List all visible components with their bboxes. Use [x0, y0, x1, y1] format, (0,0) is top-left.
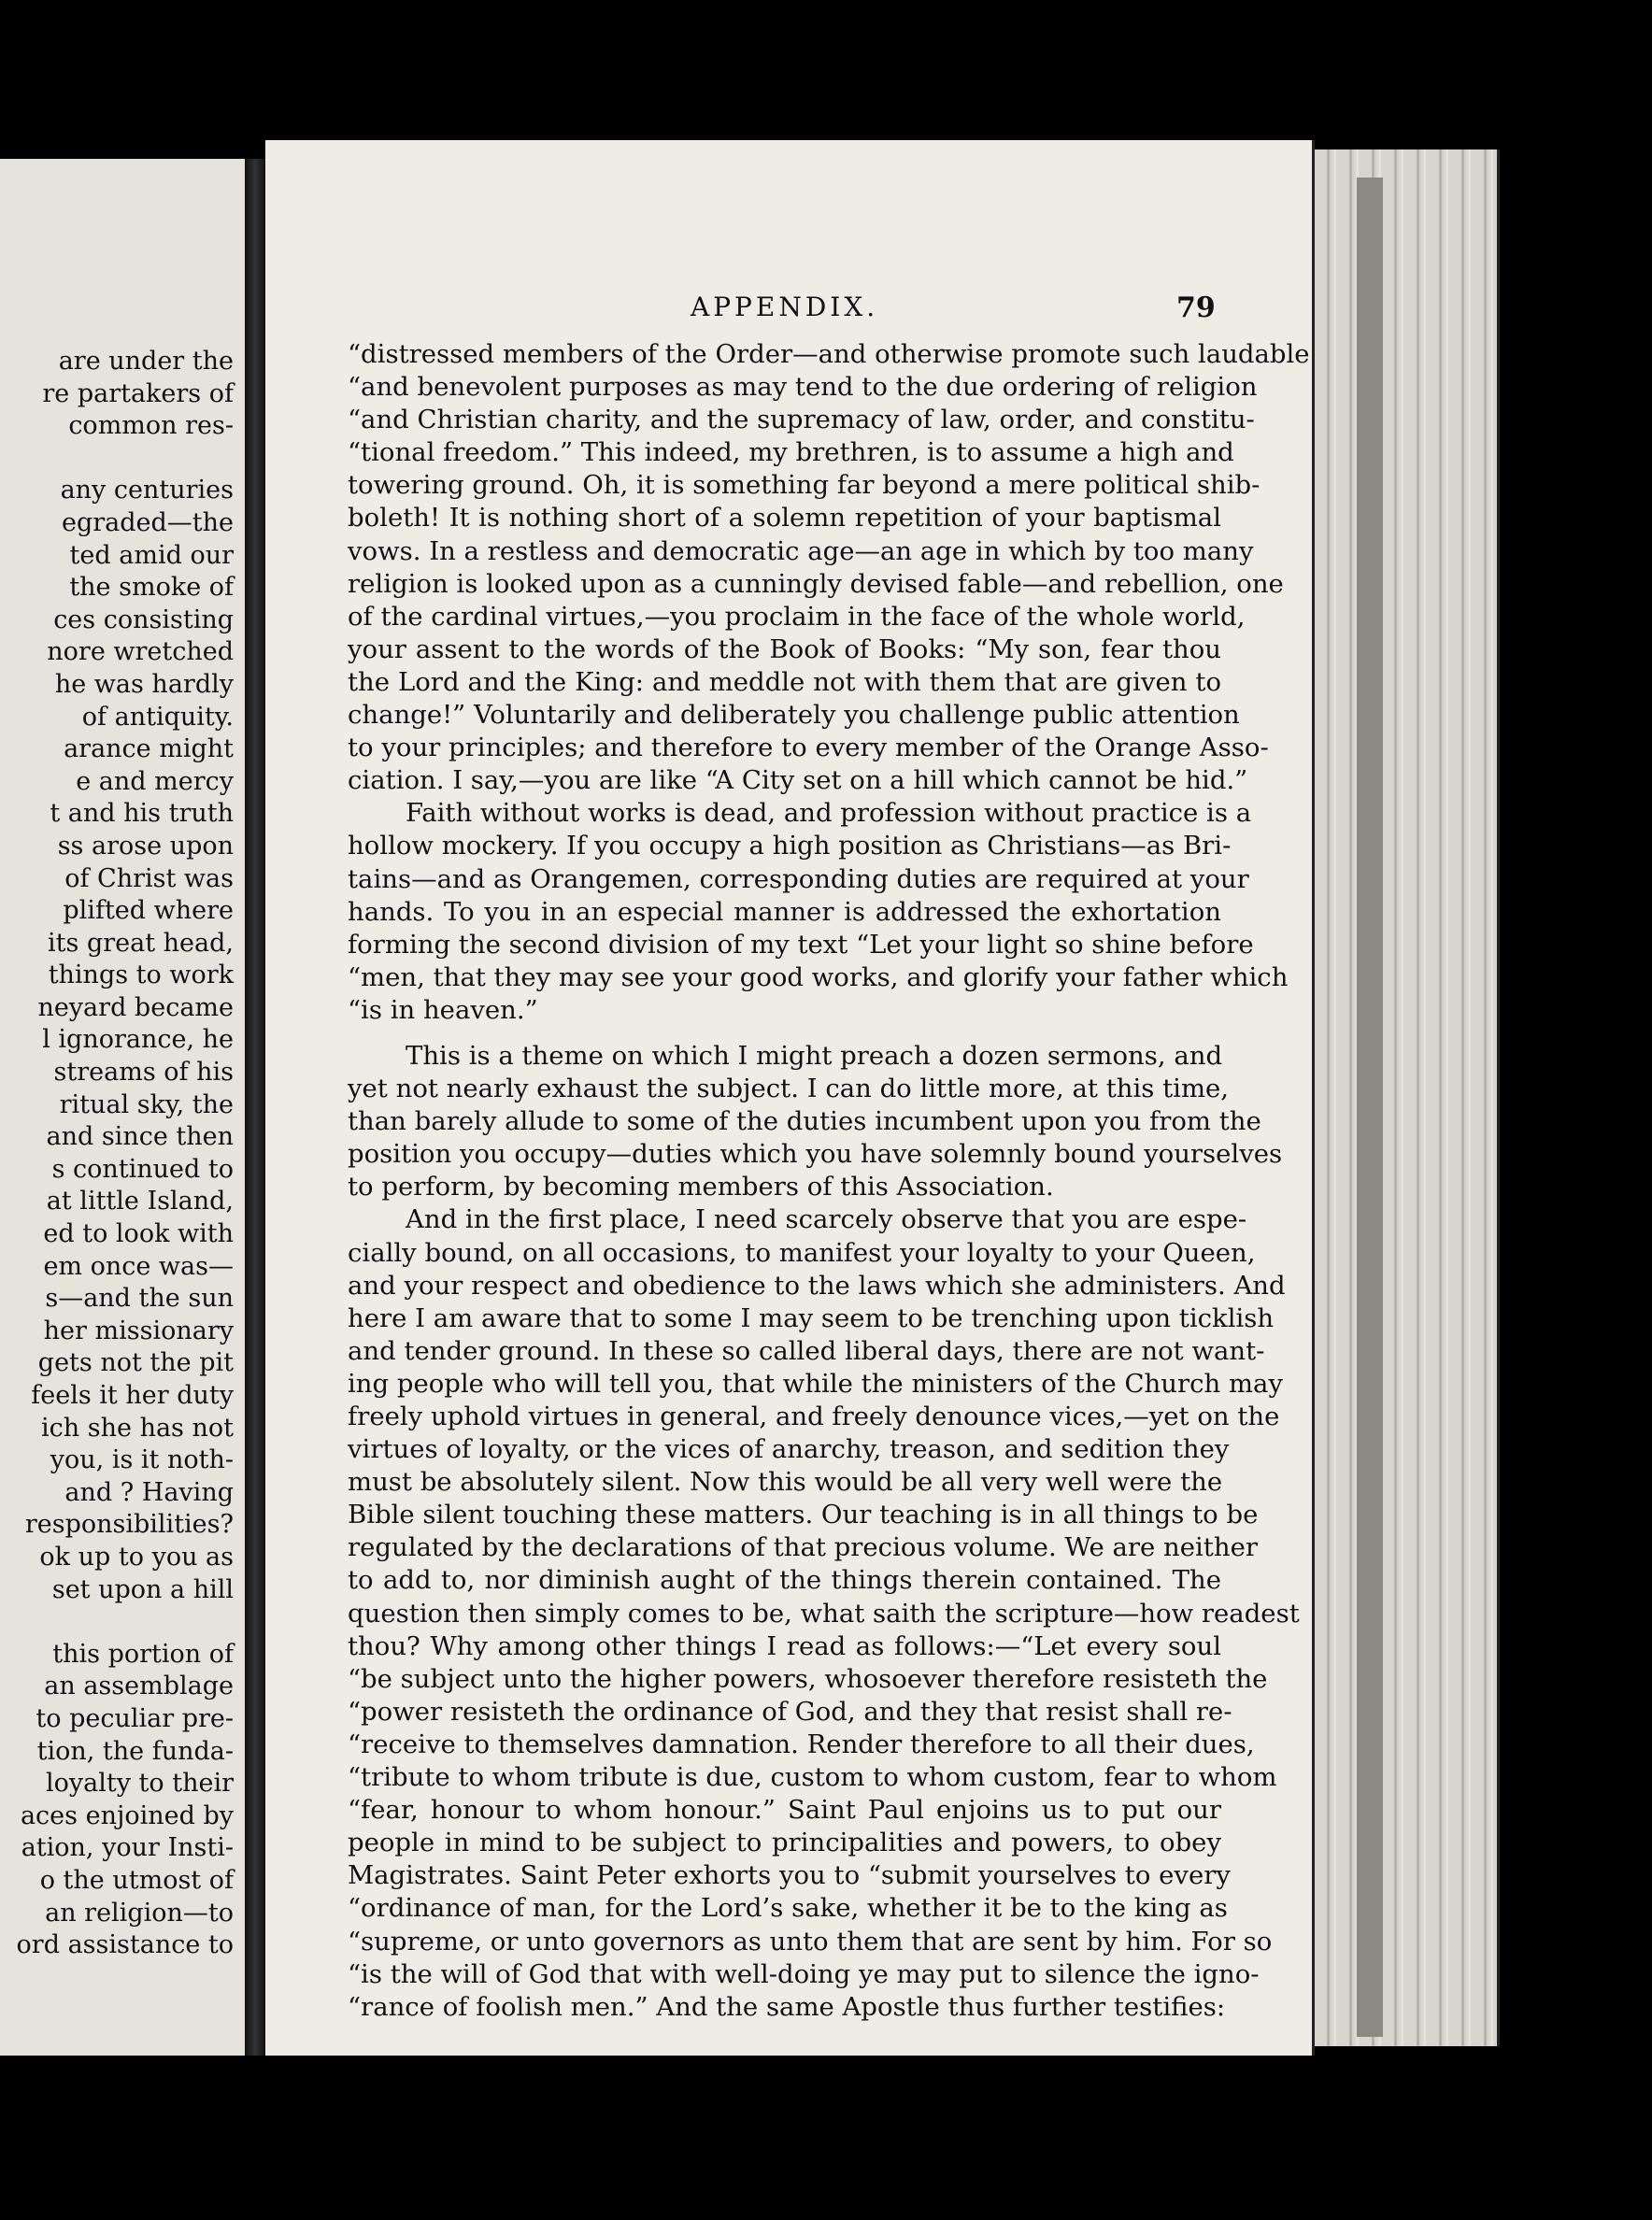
text-line: position you occupy—duties which you have solemnly bound yourselves: [348, 1139, 1283, 1170]
text-line: “rance of foolish men.” And the same Apostle thus further testifies:: [348, 1991, 1226, 2022]
text-line: the Lord and the King: and meddle not with them that are given to: [348, 666, 1221, 697]
text-line: virtues of loyalty, or the vices of anarchy, treason, and sedition they: [348, 1434, 1230, 1465]
text-line: “receive to themselves damnation. Render therefore to all their dues,: [348, 1729, 1255, 1759]
left-page-line: [5, 443, 234, 476]
book-spine: [245, 159, 265, 2056]
text-line: cially bound, on all occasions, to manifest your loyalty to your Queen,: [348, 1237, 1256, 1268]
left-page-line: egraded—the: [61, 507, 234, 537]
text-line: here I am aware that to some I may seem to be trenching upon ticklish: [348, 1302, 1275, 1333]
left-page-line: at little Island,: [46, 1187, 234, 1217]
left-page-line: things to work: [48, 961, 234, 990]
left-page-line: to peculiar pre-: [36, 1703, 234, 1733]
left-page-line: its great head,: [48, 928, 234, 958]
text-line: “and Christian charity, and the supremacy of law, order, and constitu-: [348, 405, 1255, 435]
left-page-line: t and his truth: [50, 799, 234, 829]
left-page-line: any centuries: [60, 476, 234, 505]
text-line: Faith without works is dead, and profession without practice is a: [406, 798, 1252, 829]
paragraph-gap: [348, 1027, 1221, 1040]
left-page-line: loyalty to their: [45, 1769, 234, 1799]
right-page: [265, 140, 1315, 2056]
page-edges: [1289, 149, 1500, 2046]
text-line: than barely allude to some of the duties incumbent upon you from the: [348, 1106, 1261, 1137]
left-page-line: neyard became: [37, 992, 234, 1022]
left-page-line: s—and the sun: [45, 1284, 234, 1314]
left-page-line: gets not the pit: [37, 1348, 234, 1378]
text-line: your assent to the words of the Book of Books: “My son, fear thou: [348, 633, 1221, 664]
text-line: towering ground. Oh, it is something far beyond a mere political shib-: [348, 470, 1260, 501]
text-line: Magistrates. Saint Peter exhorts you to “submit yourselves to every: [348, 1860, 1231, 1891]
left-page-line: ritual sky, the: [59, 1089, 234, 1119]
left-page-line: o the utmost of: [39, 1865, 234, 1895]
left-page-line: are under the: [58, 347, 234, 376]
left-page-line: and ? Having: [64, 1477, 234, 1507]
left-page-line: this portion of: [52, 1639, 234, 1669]
left-page-line: the smoke of: [69, 573, 234, 603]
text-line: ciation. I say,—you are like “A City set on a hill which cannot be hid.”: [348, 765, 1248, 796]
text-line: and your respect and obedience to the laws which she administers. And: [348, 1270, 1286, 1301]
text-line: change!” Voluntarily and deliberately you challenge public attention: [348, 700, 1240, 731]
left-page-line: tion, the funda-: [36, 1736, 234, 1766]
left-page-line: arance might: [64, 734, 234, 764]
text-line: “men, that they may see your good works, and glorify your father which: [348, 961, 1289, 992]
text-line: “is in heaven.”: [348, 994, 538, 1025]
left-page-line: [5, 1606, 234, 1639]
left-page-line: ss arose upon: [57, 831, 234, 861]
text-line: and tender ground. In these so called liberal days, there are not want-: [348, 1335, 1265, 1366]
left-page-line: common res-: [68, 411, 234, 441]
text-line: This is a theme on which I might preach a dozen sermons, and: [406, 1040, 1223, 1071]
left-page-line: e and mercy: [76, 766, 234, 796]
text-line: vows. In a restless and democratic age—an age in which by too many: [348, 535, 1254, 566]
left-page-line: ces consisting: [53, 605, 234, 634]
left-page-line: ed to look with: [43, 1219, 234, 1249]
left-page-line: s continued to: [51, 1154, 234, 1184]
running-head: APPENDIX.: [691, 292, 879, 322]
text-line: “is the will of God that with well-doing ye may put to silence the igno-: [348, 1958, 1260, 1989]
text-line: regulated by the declarations of that precious volume. We are neither: [348, 1532, 1258, 1563]
left-page-line: ich she has not: [41, 1413, 234, 1443]
text-line: “tribute to whom tribute is due, custom to whom custom, fear to whom: [348, 1762, 1277, 1793]
text-line: “be subject unto the higher powers, whosoever therefore resisteth the: [348, 1663, 1268, 1694]
text-line: “tional freedom.” This indeed, my brethren, is to assume a high and: [348, 437, 1234, 468]
left-page-line: em once was—: [43, 1251, 234, 1281]
text-line: boleth! It is nothing short of a solemn repetition of your baptismal: [348, 503, 1221, 534]
left-page-line: he was hardly: [54, 669, 234, 699]
text-line: And in the first place, I need scarcely observe that you are espe-: [406, 1204, 1247, 1235]
left-page-line: set upon a hill: [51, 1574, 234, 1604]
text-line: religion is looked upon as a cunningly devised fable—and rebellion, one: [348, 568, 1284, 599]
text-line: to perform, by becoming members of this Association.: [348, 1172, 1054, 1202]
left-page-line: her missionary: [43, 1316, 234, 1345]
body-text: [348, 338, 1310, 2024]
left-page-line: and since then: [46, 1122, 234, 1152]
left-page-line: responsibilities?: [24, 1510, 234, 1540]
text-line: Bible silent touching these matters. Our teaching is in all things to be: [348, 1500, 1259, 1530]
left-page-fragment: [0, 159, 247, 2056]
text-line: yet not nearly exhaust the subject. I can do little more, at this time,: [348, 1074, 1230, 1104]
page-number: 79: [1176, 292, 1216, 324]
left-page-line: re partakers of: [42, 378, 234, 408]
text-line: to add to, nor diminish aught of the things therein contained. The: [348, 1565, 1221, 1596]
text-line: “supreme, or unto governors as unto them that are sent by him. For so: [348, 1926, 1273, 1957]
text-line: forming the second division of my text “Let your light so shine before: [348, 929, 1254, 960]
left-page-line: aces enjoined by: [20, 1800, 234, 1830]
left-page-line: nore wretched: [47, 637, 234, 667]
text-line: hollow mockery. If you occupy a high position as Christians—as Bri-: [348, 831, 1232, 861]
text-line: of the cardinal virtues,—you proclaim in the face of the whole world,: [348, 601, 1246, 632]
text-line: “ordinance of man, for the Lord’s sake, whether it be to the king as: [348, 1893, 1228, 1924]
left-page-line: you, is it noth-: [50, 1445, 234, 1475]
left-page-line: ord assistance to: [16, 1930, 234, 1960]
left-page-line: ted amid our: [69, 540, 234, 570]
text-line: thou? Why among other things I read as follows:—“Let every soul: [348, 1630, 1221, 1661]
left-page-line: l ignorance, he: [42, 1025, 234, 1055]
left-page-text: [5, 346, 234, 1962]
text-line: hands. To you in an especial manner is addressed the exhortation: [348, 896, 1221, 927]
page-edge-shadow: [1357, 178, 1383, 2037]
text-line: to your principles; and therefore to every member of the Orange Asso-: [348, 733, 1269, 763]
left-page-line: streams of his: [53, 1058, 234, 1088]
page-header: [265, 292, 1312, 329]
text-line: question then simply comes to be, what saith the scripture—how readest: [348, 1598, 1300, 1629]
text-line: must be absolutely silent. Now this would be all very well were the: [348, 1467, 1223, 1498]
left-page-line: of antiquity.: [81, 702, 234, 732]
left-page-line: feels it her duty: [31, 1381, 234, 1410]
text-line: “distressed members of the Order—and otherwise promote such laudable: [348, 339, 1310, 369]
text-line: people in mind to be subject to principalities and powers, to obey: [348, 1828, 1221, 1858]
left-page-line: ation, your Insti-: [21, 1833, 234, 1863]
text-line: ing people who will tell you, that while the ministers of the Church may: [348, 1368, 1283, 1399]
left-page-line: an assemblage: [44, 1672, 234, 1701]
text-line: freely uphold virtues in general, and freely denounce vices,—yet on the: [348, 1402, 1280, 1431]
left-page-line: an religion—to: [45, 1898, 234, 1928]
text-line: “fear, honour to whom honour.” Saint Paul enjoins us to put our: [348, 1795, 1221, 1826]
left-page-line: ok up to you as: [39, 1542, 234, 1572]
text-line: “and benevolent purposes as may tend to the due ordering of religion: [348, 372, 1258, 403]
left-page-line: of Christ was: [64, 863, 234, 893]
left-page-line: plifted where: [63, 896, 234, 926]
text-line: tains—and as Orangemen, corresponding duties are required at your: [348, 863, 1249, 894]
text-line: “power resisteth the ordinance of God, and they that resist shall re-: [348, 1696, 1232, 1727]
